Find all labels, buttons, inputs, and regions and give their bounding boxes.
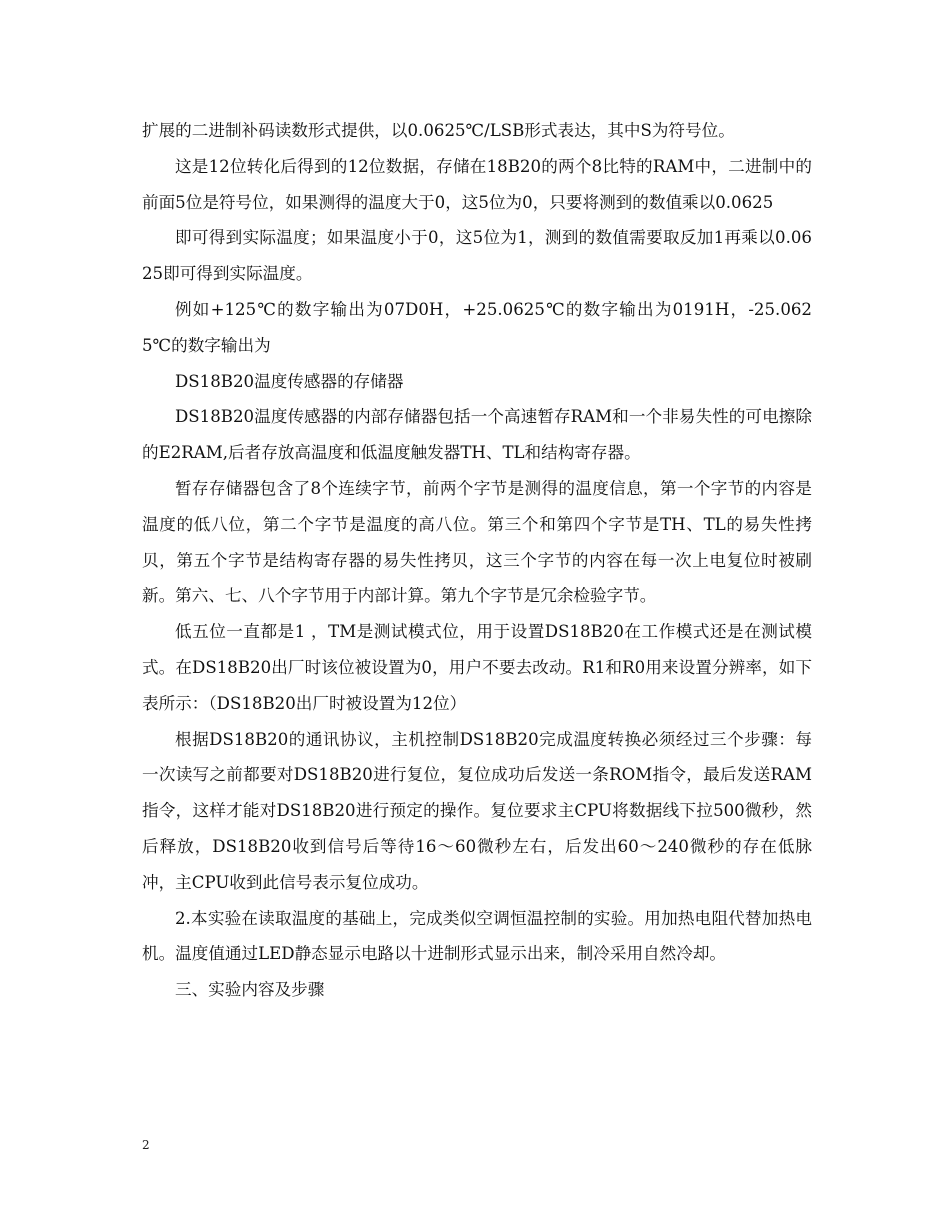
paragraph-12bit-data: 这是12位转化后得到的12位数据，存储在18B20的两个8比特的RAM中，二进制中的前面5位是符号位，如果测得的温度大于0，这5位为0，只要将测到的数值乘以0.0625 (142, 156, 812, 212)
heading-experiment-steps: 三、实验内容及步骤 (175, 980, 325, 1000)
heading-sensor-memory: DS18B20温度传感器的存储器 (175, 371, 404, 391)
document-body (142, 113, 812, 1008)
paragraph-output-examples: 例如+125℃的数字输出为07D0H，+25.0625℃的数字输出为0191H，-25.0625℃的数字输出为 (142, 299, 812, 355)
paragraph-internal-memory: DS18B20温度传感器的内部存储器包括一个高速暂存RAM和一个非易失性的可电擦除的E2RAM,后者存放高温度和低温度触发器TH、TL和结构寄存器。 (142, 407, 812, 463)
paragraph-binary-format: 扩展的二进制补码读数形式提供，以0.0625℃/LSB形式表达，其中S为符号位。 (142, 121, 735, 140)
paragraph-actual-temperature: 即可得到实际温度；如果温度小于0，这5位为1，测到的数值需要取反加1再乘以0.0625即可得到实际温度。 (142, 228, 812, 284)
page-number: 2 (142, 1138, 150, 1152)
paragraph-config-register: 低五位一直都是1 ，TM是测试模式位，用于设置DS18B20在工作模式还是在测试模式。在DS18B20出厂时该位被设置为0，用户不要去改动。R1和R0用来设置分辨率，如下表所示：（DS18B20出厂时被设置为12位） (142, 622, 812, 713)
paragraph-scratchpad: 暂存存储器包含了8个连续字节，前两个字节是测得的温度信息，第一个字节的内容是温度的低八位，第二个字节是温度的高八位。第三个和第四个字节是TH、TL的易失性拷贝，第五个字节是结构寄存器的易失性拷贝，这三个字节的内容在每一次上电复位时被刷新。第六、七、八个字节用于内部计算。第九个字节是冗余检验字节。 (142, 478, 812, 606)
paragraph-experiment-description: 2.本实验在读取温度的基础上，完成类似空调恒温控制的实验。用加热电阻代替加热电机。温度值通过LED静态显示电路以十进制形式显示出来，制冷采用自然冷却。 (142, 908, 812, 964)
paragraph-communication-protocol: 根据DS18B20的通讯协议，主机控制DS18B20完成温度转换必须经过三个步骤：每一次读写之前都要对DS18B20进行复位，复位成功后发送一条ROM指令，最后发送RAM指令，这样才能对DS18B20进行预定的操作。复位要求主CPU将数据线下拉500微秒，然后释放，DS18B20收到信号后等待16～60微秒左右，后发出60～240微秒的存在低脉冲，主CPU收到此信号表示复位成功。 (142, 729, 812, 892)
